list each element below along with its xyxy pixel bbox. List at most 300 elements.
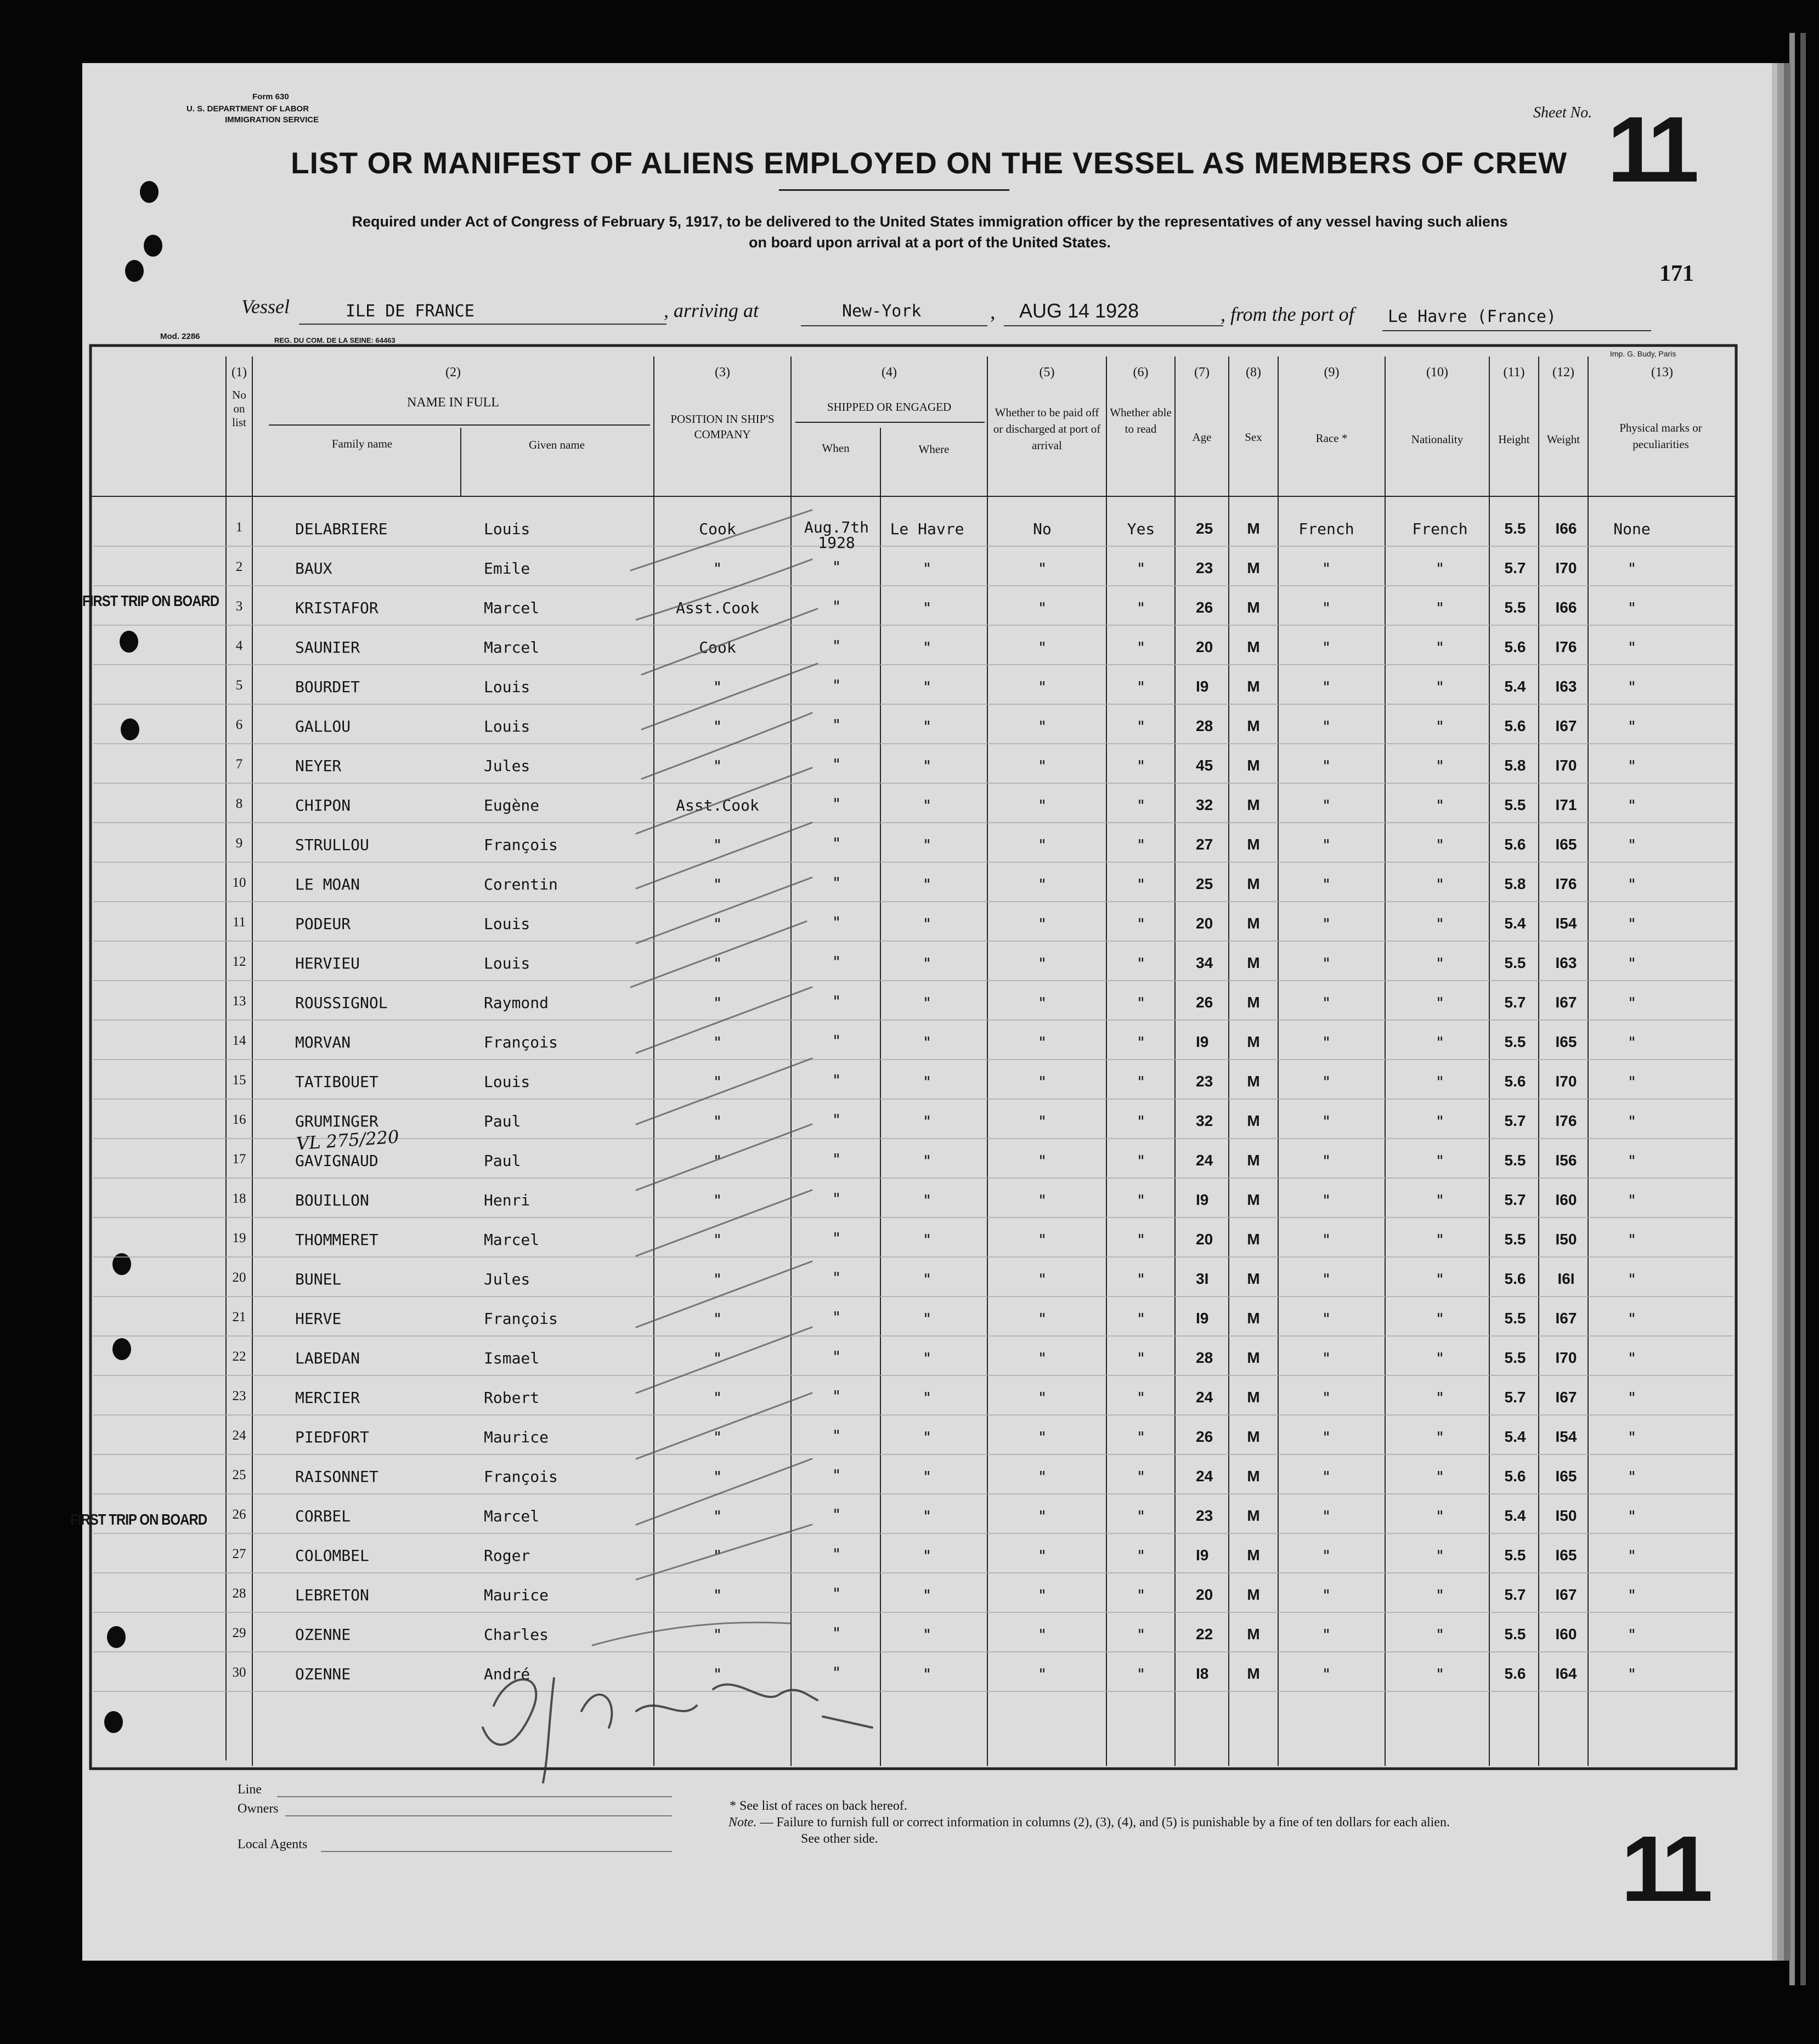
nationality: " bbox=[1435, 1231, 1445, 1249]
height: 5.7 bbox=[1504, 1389, 1526, 1406]
note-text: — Failure to furnish full or correct information in columns (2), (3), (4), and (5) is punishable by a fine of ten dollars for each alien. bbox=[760, 1815, 1450, 1830]
sex: M bbox=[1247, 678, 1260, 695]
weight: I66 bbox=[1555, 520, 1577, 537]
mod-number: Mod. 2286 bbox=[160, 332, 200, 341]
able-to-read: " bbox=[1136, 1626, 1146, 1644]
shipped-when: " bbox=[832, 1663, 841, 1681]
shipped-when: " bbox=[832, 1545, 841, 1563]
race: " bbox=[1321, 1389, 1331, 1407]
position: " bbox=[713, 1112, 722, 1130]
age: I9 bbox=[1196, 1191, 1209, 1208]
position: " bbox=[713, 1468, 722, 1486]
able-to-read: " bbox=[1136, 1231, 1146, 1249]
shipped-where: " bbox=[922, 796, 932, 814]
stamp-number: 171 bbox=[1659, 261, 1694, 286]
family-name: HERVIEU bbox=[295, 954, 360, 972]
able-to-read: " bbox=[1136, 638, 1146, 656]
paid-off: " bbox=[1037, 1033, 1047, 1051]
race: " bbox=[1321, 915, 1331, 933]
family-name: MORVAN bbox=[295, 1033, 351, 1051]
age: 32 bbox=[1196, 796, 1213, 813]
paid-off: " bbox=[1037, 599, 1047, 617]
position: Asst.Cook bbox=[676, 599, 759, 617]
given-name: Paul bbox=[484, 1152, 521, 1170]
able-to-read: " bbox=[1136, 1152, 1146, 1170]
col-6-number: (6) bbox=[1133, 365, 1149, 380]
position: " bbox=[713, 1270, 722, 1288]
age: 27 bbox=[1196, 836, 1213, 853]
footer-agents-label: Local Agents bbox=[238, 1837, 308, 1852]
given-name: Marcel bbox=[484, 599, 540, 617]
race: " bbox=[1321, 1349, 1331, 1367]
sex: M bbox=[1247, 1152, 1260, 1169]
weight: I65 bbox=[1555, 1033, 1577, 1050]
paid-off: " bbox=[1037, 1428, 1047, 1446]
physical-marks: " bbox=[1627, 1428, 1637, 1446]
shipped-where: " bbox=[922, 1191, 932, 1209]
race: " bbox=[1321, 1547, 1331, 1565]
shipped-where: " bbox=[922, 717, 932, 735]
col-3-number: (3) bbox=[715, 365, 730, 380]
row-number: 19 bbox=[232, 1231, 246, 1245]
paid-off: " bbox=[1037, 1152, 1047, 1170]
shipped-when: " bbox=[832, 1584, 841, 1603]
height: 5.4 bbox=[1504, 1428, 1526, 1445]
row-number: 3 bbox=[235, 599, 243, 614]
height: 5.5 bbox=[1504, 1152, 1526, 1169]
physical-marks: " bbox=[1627, 1665, 1637, 1683]
sex: M bbox=[1247, 599, 1260, 616]
age: I9 bbox=[1196, 1310, 1209, 1327]
nationality: " bbox=[1435, 559, 1445, 577]
service: IMMIGRATION SERVICE bbox=[225, 115, 319, 124]
sex: M bbox=[1247, 836, 1260, 853]
age: I8 bbox=[1196, 1665, 1209, 1682]
family-name: BAUX bbox=[295, 559, 332, 577]
height: 5.4 bbox=[1504, 915, 1526, 932]
height: 5.7 bbox=[1504, 1191, 1526, 1208]
shipped-where: " bbox=[922, 1665, 932, 1683]
nationality: " bbox=[1435, 717, 1445, 735]
family-name: COLOMBEL bbox=[295, 1547, 369, 1565]
shipped-when: " bbox=[832, 597, 841, 615]
row-number: 28 bbox=[232, 1586, 246, 1601]
able-to-read: " bbox=[1136, 559, 1146, 577]
footer-line-label: Line bbox=[238, 1782, 262, 1797]
age: 45 bbox=[1196, 757, 1213, 774]
family-name: PIEDFORT bbox=[295, 1428, 369, 1446]
height: 5.8 bbox=[1504, 875, 1526, 892]
position: " bbox=[713, 836, 722, 854]
age: 34 bbox=[1196, 954, 1213, 971]
height: 5.8 bbox=[1504, 757, 1526, 774]
sex: M bbox=[1247, 1428, 1260, 1445]
weight: I65 bbox=[1555, 836, 1577, 853]
able-to-read: " bbox=[1136, 1073, 1146, 1091]
position: " bbox=[713, 1665, 722, 1683]
height: 5.5 bbox=[1504, 1033, 1526, 1050]
height: 5.5 bbox=[1504, 796, 1526, 813]
sex: M bbox=[1247, 1191, 1260, 1208]
able-to-read: " bbox=[1136, 599, 1146, 617]
paid-off: " bbox=[1037, 1073, 1047, 1091]
col-2-number: (2) bbox=[445, 365, 461, 380]
sex: M bbox=[1247, 717, 1260, 734]
nationality: " bbox=[1435, 1507, 1445, 1525]
col-12-header: Weight bbox=[1546, 433, 1580, 446]
age: I9 bbox=[1196, 1033, 1209, 1050]
family-name: RAISONNET bbox=[295, 1468, 379, 1486]
race: French bbox=[1298, 520, 1354, 538]
nationality: " bbox=[1435, 1033, 1445, 1051]
col-4-header: SHIPPED OR ENGAGED bbox=[827, 400, 952, 414]
position: " bbox=[713, 994, 722, 1012]
first-trip-stamp: FIRST TRIP ON BOARD bbox=[70, 1511, 207, 1528]
col-2b-header: Given name bbox=[528, 438, 585, 451]
col-11-number: (11) bbox=[1503, 365, 1525, 380]
paid-off: " bbox=[1037, 1507, 1047, 1525]
height: 5.5 bbox=[1504, 954, 1526, 971]
row-number: 5 bbox=[235, 678, 243, 693]
shipped-where: " bbox=[922, 1112, 932, 1130]
given-name: Ismael bbox=[484, 1349, 540, 1367]
able-to-read: " bbox=[1136, 678, 1146, 696]
col-13-header: Physical marks or peculiarities bbox=[1619, 421, 1702, 451]
penalty-note bbox=[728, 1815, 1450, 1830]
position: Cook bbox=[699, 520, 736, 538]
family-name: LEBRETON bbox=[295, 1586, 369, 1604]
able-to-read: Yes bbox=[1127, 520, 1155, 538]
age: 23 bbox=[1196, 1507, 1213, 1524]
position: " bbox=[713, 1191, 722, 1209]
family-name: OZENNE bbox=[295, 1665, 351, 1683]
height: 5.5 bbox=[1504, 520, 1526, 537]
physical-marks: " bbox=[1627, 1231, 1637, 1249]
family-name: MERCIER bbox=[295, 1389, 360, 1407]
col-11-header: Height bbox=[1498, 433, 1530, 446]
sex: M bbox=[1247, 1507, 1260, 1524]
age: 26 bbox=[1196, 994, 1213, 1011]
shipped-when: " bbox=[832, 1387, 841, 1405]
weight: I76 bbox=[1555, 638, 1577, 655]
family-name: LABEDAN bbox=[295, 1349, 360, 1367]
paid-off: " bbox=[1037, 757, 1047, 775]
sex: M bbox=[1247, 915, 1260, 932]
shipped-when: " bbox=[832, 953, 841, 971]
paid-off: " bbox=[1037, 717, 1047, 735]
paid-off: " bbox=[1037, 1112, 1047, 1130]
family-name: ROUSSIGNOL bbox=[295, 994, 388, 1012]
age: 24 bbox=[1196, 1152, 1213, 1169]
shipped-when: " bbox=[832, 1347, 841, 1366]
col-1-number: (1) bbox=[231, 365, 247, 380]
position: " bbox=[713, 1428, 722, 1446]
able-to-read: " bbox=[1136, 1586, 1146, 1604]
shipped-where: " bbox=[922, 1152, 932, 1170]
shipped-where: " bbox=[922, 836, 932, 854]
nationality: " bbox=[1435, 994, 1445, 1012]
height: 5.6 bbox=[1504, 1468, 1526, 1485]
weight: I67 bbox=[1555, 994, 1577, 1011]
shipped-when: " bbox=[832, 1190, 841, 1208]
weight: I67 bbox=[1555, 1310, 1577, 1327]
shipped-when: " bbox=[832, 1505, 841, 1524]
given-name: Robert bbox=[484, 1389, 540, 1407]
given-name: François bbox=[484, 1033, 558, 1051]
position: " bbox=[713, 1152, 722, 1170]
printer: Imp. G. Budy, Paris bbox=[1610, 349, 1676, 358]
physical-marks: " bbox=[1627, 915, 1637, 933]
race: " bbox=[1321, 1112, 1331, 1130]
position: " bbox=[713, 1547, 722, 1565]
paid-off: " bbox=[1037, 1468, 1047, 1486]
physical-marks: " bbox=[1627, 599, 1637, 617]
bottom-sheet-number: 11 bbox=[1621, 1817, 1707, 1921]
col-8-header: Sex bbox=[1245, 431, 1262, 444]
height: 5.7 bbox=[1504, 559, 1526, 576]
nationality: " bbox=[1435, 1191, 1445, 1209]
paid-off: " bbox=[1037, 1270, 1047, 1288]
physical-marks: " bbox=[1627, 1626, 1637, 1644]
height: 5.5 bbox=[1504, 1231, 1526, 1248]
position: " bbox=[713, 1310, 722, 1328]
given-name: Roger bbox=[484, 1547, 530, 1565]
row-number: 16 bbox=[232, 1112, 246, 1127]
able-to-read: " bbox=[1136, 1468, 1146, 1486]
height: 5.6 bbox=[1504, 1270, 1526, 1287]
shipped-where: " bbox=[922, 915, 932, 933]
weight: I50 bbox=[1555, 1507, 1577, 1524]
shipped-when: " bbox=[832, 1308, 841, 1326]
note-label: Note. bbox=[728, 1815, 757, 1830]
sheet-label: Sheet No. bbox=[1533, 104, 1592, 121]
race: " bbox=[1321, 836, 1331, 854]
shipped-when: " bbox=[832, 1071, 841, 1089]
position: " bbox=[713, 1626, 722, 1644]
shipped-where: " bbox=[922, 559, 932, 577]
able-to-read: " bbox=[1136, 1191, 1146, 1209]
physical-marks: " bbox=[1627, 1073, 1637, 1091]
col-5-number: (5) bbox=[1039, 365, 1055, 380]
race: " bbox=[1321, 559, 1331, 577]
height: 5.5 bbox=[1504, 599, 1526, 616]
nationality: French bbox=[1412, 520, 1468, 538]
sex: M bbox=[1247, 559, 1260, 576]
weight: I60 bbox=[1555, 1626, 1577, 1643]
row-number: 11 bbox=[232, 915, 246, 930]
physical-marks: " bbox=[1627, 1468, 1637, 1486]
shipped-when: " bbox=[832, 1426, 841, 1445]
shipped-when: " bbox=[832, 637, 841, 655]
paid-off: " bbox=[1037, 1389, 1047, 1407]
age: 20 bbox=[1196, 1586, 1213, 1603]
age: 20 bbox=[1196, 638, 1213, 655]
row-number: 4 bbox=[235, 638, 243, 653]
given-name: Marcel bbox=[484, 638, 540, 656]
weight: I76 bbox=[1555, 875, 1577, 892]
weight: I70 bbox=[1555, 1073, 1577, 1090]
age: 24 bbox=[1196, 1389, 1213, 1406]
shipped-when: " bbox=[832, 1150, 841, 1168]
height: 5.5 bbox=[1504, 1349, 1526, 1366]
vessel-label: Vessel bbox=[241, 296, 290, 318]
able-to-read: " bbox=[1136, 796, 1146, 814]
sex: M bbox=[1247, 1547, 1260, 1564]
row-number: 14 bbox=[232, 1033, 246, 1048]
shipped-where: " bbox=[922, 1231, 932, 1249]
sex: M bbox=[1247, 520, 1260, 537]
row-number: 6 bbox=[235, 717, 243, 732]
paid-off: " bbox=[1037, 1191, 1047, 1209]
shipped-where: " bbox=[922, 678, 932, 696]
race: " bbox=[1321, 1586, 1331, 1604]
able-to-read: " bbox=[1136, 836, 1146, 854]
nationality: " bbox=[1435, 875, 1445, 893]
weight: I6I bbox=[1557, 1270, 1575, 1287]
given-name: Marcel bbox=[484, 1507, 540, 1525]
nationality: " bbox=[1435, 757, 1445, 775]
row-number: 15 bbox=[232, 1073, 246, 1088]
shipped-where: " bbox=[922, 1547, 932, 1565]
family-name: DELABRIERE bbox=[295, 520, 388, 538]
given-name: Raymond bbox=[484, 994, 549, 1012]
race: " bbox=[1321, 994, 1331, 1012]
given-name: Louis bbox=[484, 678, 530, 696]
nationality: " bbox=[1435, 915, 1445, 933]
arriving-label: , arriving at bbox=[664, 299, 759, 321]
sex: M bbox=[1247, 994, 1260, 1011]
row-number: 1 bbox=[235, 520, 243, 535]
given-name: Emile bbox=[484, 559, 530, 577]
physical-marks: " bbox=[1627, 875, 1637, 893]
fill-line bbox=[321, 1851, 672, 1852]
race: " bbox=[1321, 875, 1331, 893]
able-to-read: " bbox=[1136, 1349, 1146, 1367]
physical-marks: " bbox=[1627, 1191, 1637, 1209]
shipped-when: " bbox=[832, 992, 841, 1010]
registration: REG. DU COM. DE LA SEINE: 64463 bbox=[274, 336, 396, 344]
family-name: KRISTAFOR bbox=[295, 599, 379, 617]
nationality: " bbox=[1435, 638, 1445, 656]
position: " bbox=[713, 717, 722, 735]
physical-marks: " bbox=[1627, 1033, 1637, 1051]
shipped-when: " bbox=[832, 834, 841, 852]
sex: M bbox=[1247, 1586, 1260, 1603]
family-name: THOMMERET bbox=[295, 1231, 379, 1249]
height: 5.7 bbox=[1504, 1112, 1526, 1129]
position: " bbox=[713, 1507, 722, 1525]
sex: M bbox=[1247, 1349, 1260, 1366]
able-to-read: " bbox=[1136, 1507, 1146, 1525]
physical-marks: " bbox=[1627, 1270, 1637, 1288]
able-to-read: " bbox=[1136, 1665, 1146, 1683]
weight: I63 bbox=[1555, 678, 1577, 695]
height: 5.4 bbox=[1504, 678, 1526, 695]
race: " bbox=[1321, 1468, 1331, 1486]
col-7-number: (7) bbox=[1194, 365, 1210, 380]
sex: M bbox=[1247, 638, 1260, 655]
able-to-read: " bbox=[1136, 915, 1146, 933]
shipped-where: " bbox=[922, 994, 932, 1012]
nationality: " bbox=[1435, 1428, 1445, 1446]
paid-off: " bbox=[1037, 1665, 1047, 1683]
row-number: 18 bbox=[232, 1191, 246, 1206]
col-4a-header: When bbox=[822, 441, 850, 455]
race: " bbox=[1321, 599, 1331, 617]
family-name: GAVIGNAUD bbox=[295, 1152, 379, 1170]
sex: M bbox=[1247, 1468, 1260, 1485]
shipped-when: " bbox=[832, 1466, 841, 1484]
weight: I65 bbox=[1555, 1547, 1577, 1564]
age: 32 bbox=[1196, 1112, 1213, 1129]
row-number: 24 bbox=[232, 1428, 246, 1443]
family-name: PODEUR bbox=[295, 915, 351, 933]
sex: M bbox=[1247, 1112, 1260, 1129]
age: 26 bbox=[1196, 1428, 1213, 1445]
weight: I54 bbox=[1555, 915, 1577, 932]
race: " bbox=[1321, 1310, 1331, 1328]
able-to-read: " bbox=[1136, 1112, 1146, 1130]
shipped-where: " bbox=[922, 1310, 932, 1328]
paid-off: " bbox=[1037, 1231, 1047, 1249]
physical-marks: " bbox=[1627, 1349, 1637, 1367]
arrival-date: AUG 14 1928 bbox=[1019, 299, 1139, 322]
sex: M bbox=[1247, 796, 1260, 813]
col-9-number: (9) bbox=[1324, 365, 1340, 380]
col-2a-header: Family name bbox=[331, 437, 393, 450]
nationality: " bbox=[1435, 1586, 1445, 1604]
paid-off: " bbox=[1037, 1349, 1047, 1367]
physical-marks: " bbox=[1627, 796, 1637, 814]
first-trip-stamp: FIRST TRIP ON BOARD bbox=[82, 592, 219, 609]
given-name: Corentin bbox=[484, 875, 558, 893]
able-to-read: " bbox=[1136, 1310, 1146, 1328]
nationality: " bbox=[1435, 678, 1445, 696]
shipped-when: " bbox=[832, 795, 841, 813]
height: 5.6 bbox=[1504, 836, 1526, 853]
given-name: François bbox=[484, 1310, 558, 1328]
race: " bbox=[1321, 954, 1331, 972]
subtitle-line-1: Required under Act of Congress of February 5, 1917, to be delivered to the United States immigration officer by the representatives of any vessel having such aliens bbox=[352, 213, 1508, 230]
shipped-where: " bbox=[922, 1586, 932, 1604]
family-name: HERVE bbox=[295, 1310, 342, 1328]
family-name: CORBEL bbox=[295, 1507, 351, 1525]
nationality: " bbox=[1435, 599, 1445, 617]
able-to-read: " bbox=[1136, 717, 1146, 735]
given-name: Jules bbox=[484, 1270, 530, 1288]
sex: M bbox=[1247, 757, 1260, 774]
height: 5.7 bbox=[1504, 994, 1526, 1011]
shipped-where: " bbox=[922, 875, 932, 893]
row-number: 13 bbox=[232, 994, 246, 1009]
race: " bbox=[1321, 1665, 1331, 1683]
nationality: " bbox=[1435, 1310, 1445, 1328]
age: 26 bbox=[1196, 599, 1213, 616]
able-to-read: " bbox=[1136, 954, 1146, 972]
given-name: Henri bbox=[484, 1191, 530, 1209]
shipped-where: " bbox=[922, 1389, 932, 1407]
race: " bbox=[1321, 1191, 1331, 1209]
shipped-where: " bbox=[922, 1626, 932, 1644]
weight: I67 bbox=[1555, 717, 1577, 734]
shipped-where: " bbox=[922, 1270, 932, 1288]
physical-marks: " bbox=[1627, 678, 1637, 696]
able-to-read: " bbox=[1136, 757, 1146, 775]
shipped-when: " bbox=[832, 1032, 841, 1050]
shipped-when: " bbox=[832, 1229, 841, 1247]
col-6-header: Whether able to read bbox=[1110, 406, 1172, 435]
age: 3I bbox=[1196, 1270, 1209, 1287]
